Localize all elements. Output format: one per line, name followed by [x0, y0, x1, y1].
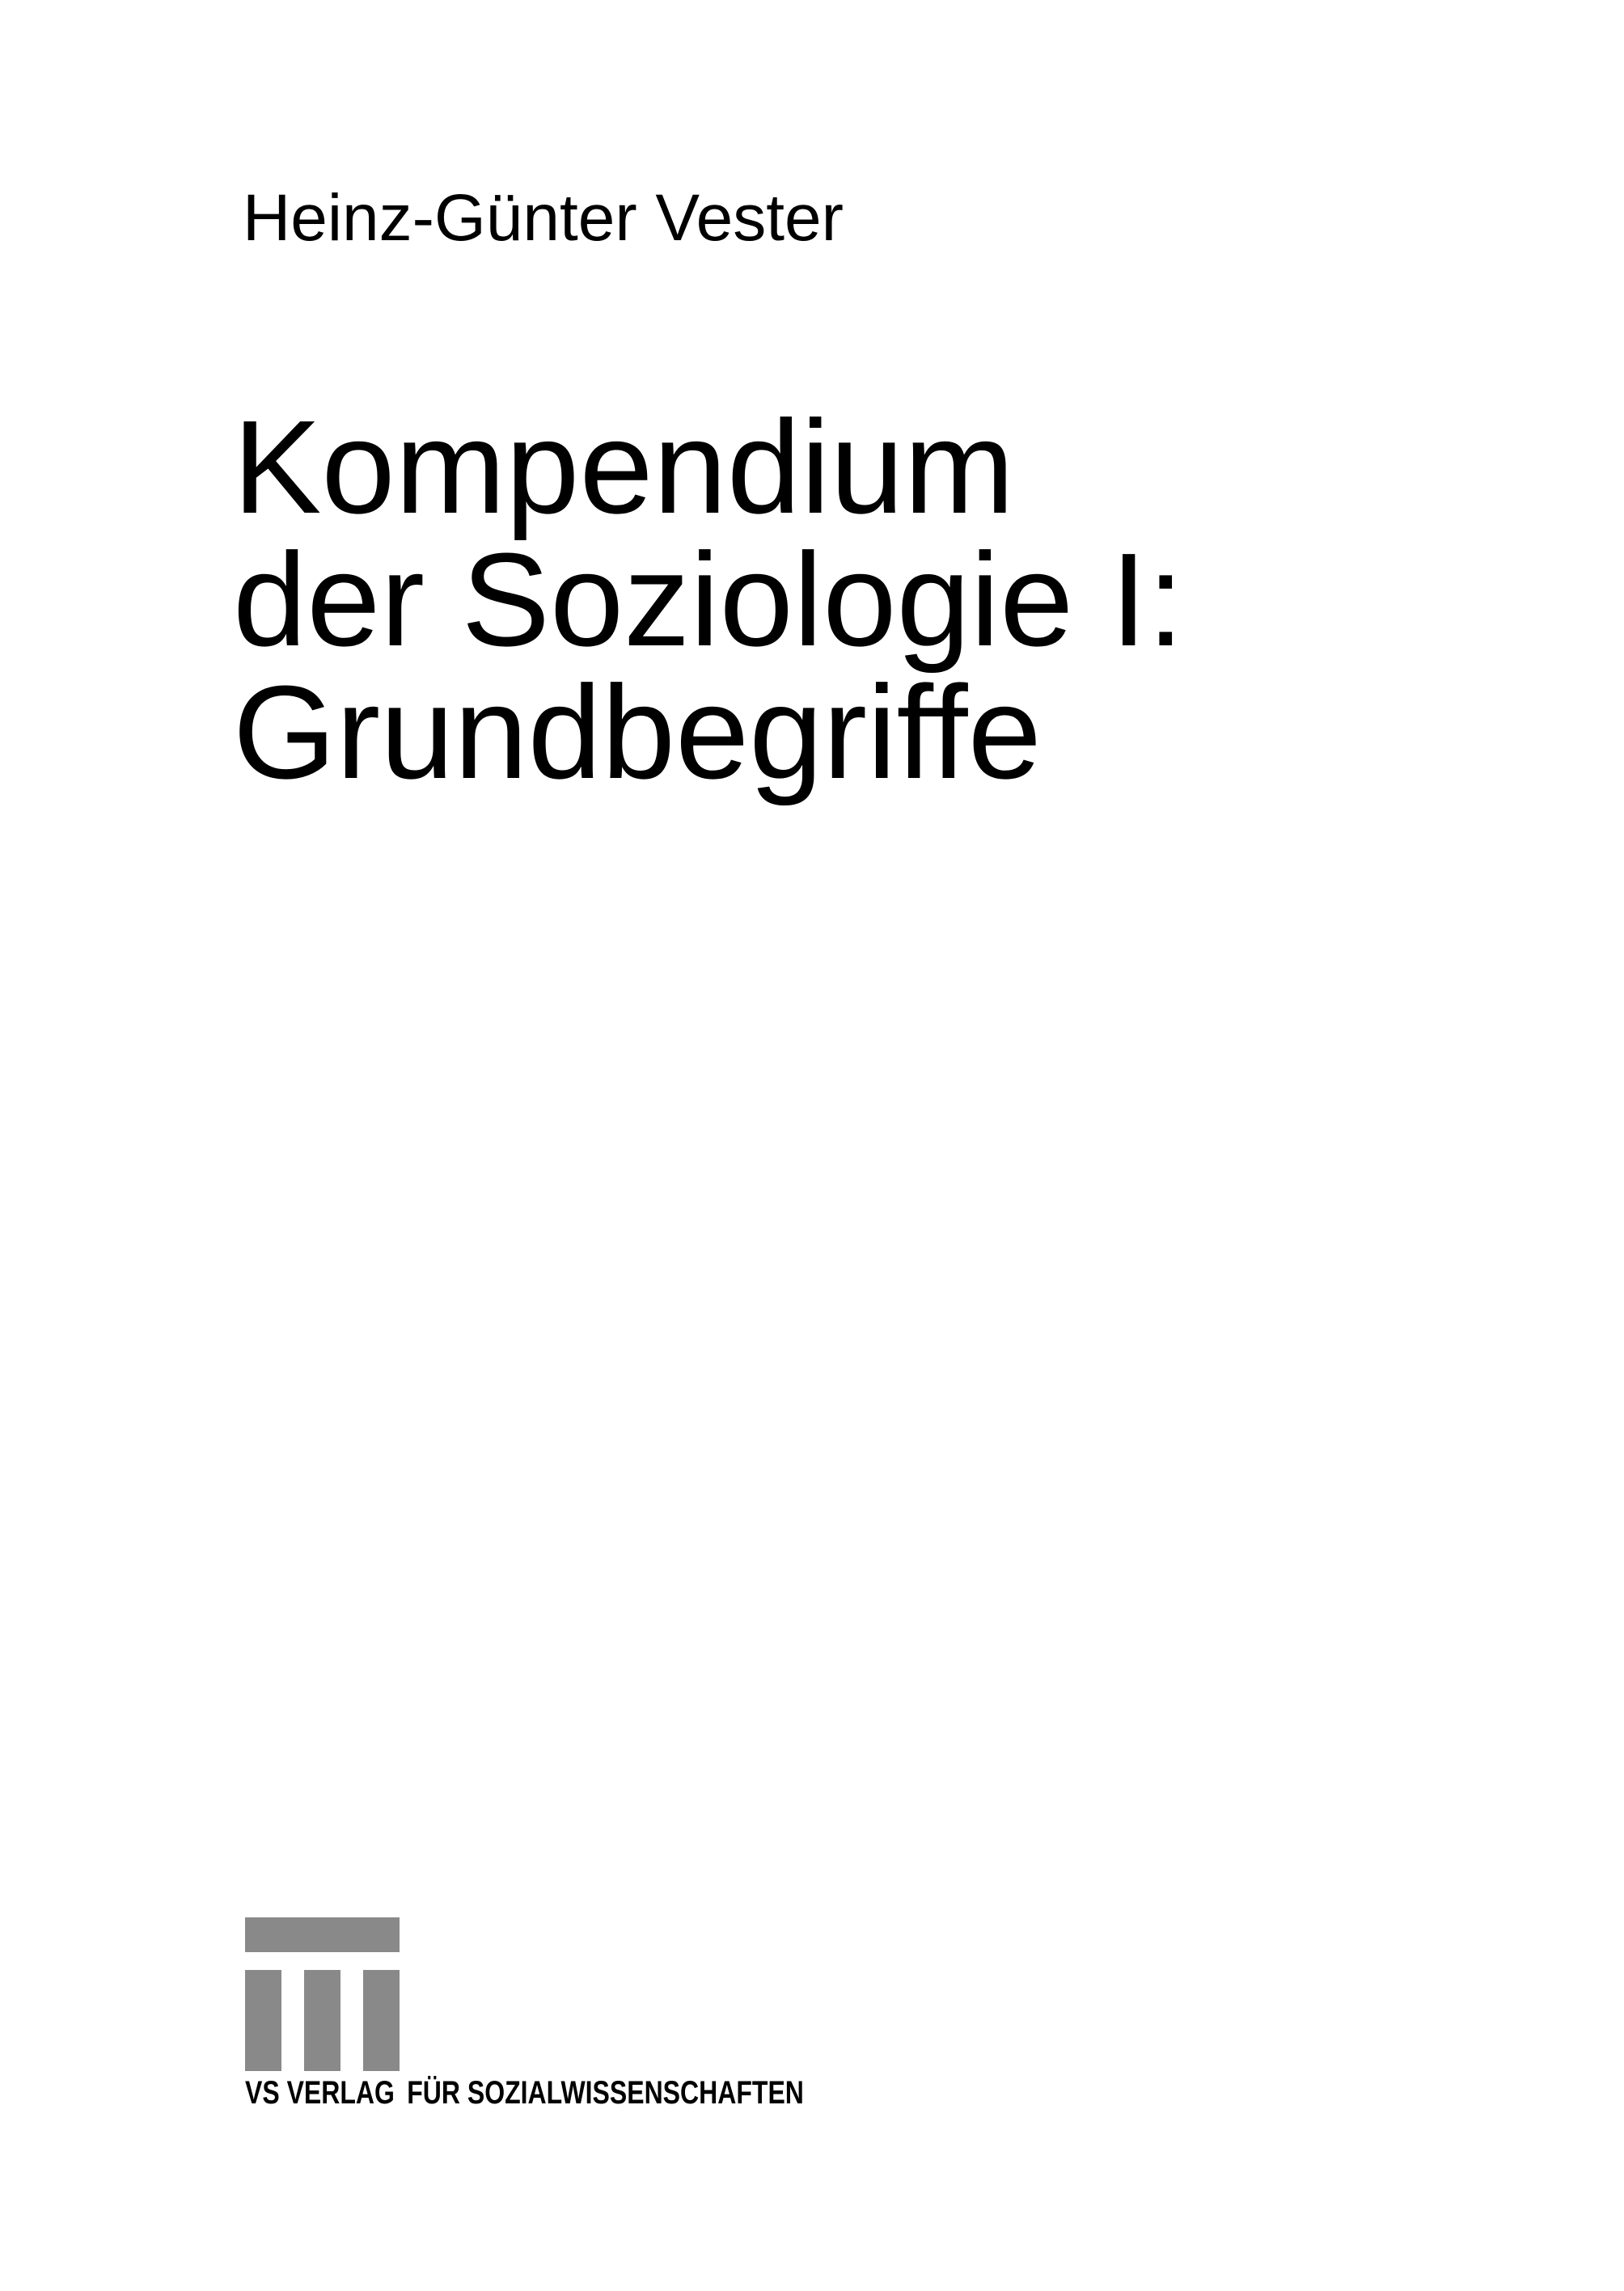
logo-column-right — [363, 1970, 400, 2071]
publisher-name-part2: FÜR SOZIALWISSENSCHAFTEN — [407, 2075, 804, 2111]
title-line-1: Kompendium — [233, 393, 1015, 541]
title-line-2: der Soziologie I: — [233, 526, 1185, 674]
publisher-name — [245, 2077, 804, 2109]
logo-top-bar — [245, 1917, 400, 1952]
title-line-3: Grundbegriffe — [233, 658, 1042, 806]
book-title — [233, 393, 1185, 806]
publisher-name-part1: VS VERLAG — [245, 2075, 395, 2111]
logo-column-middle — [304, 1970, 340, 2071]
logo-column-left — [245, 1970, 281, 2071]
author-name: Heinz-Günter Vester — [243, 181, 844, 255]
